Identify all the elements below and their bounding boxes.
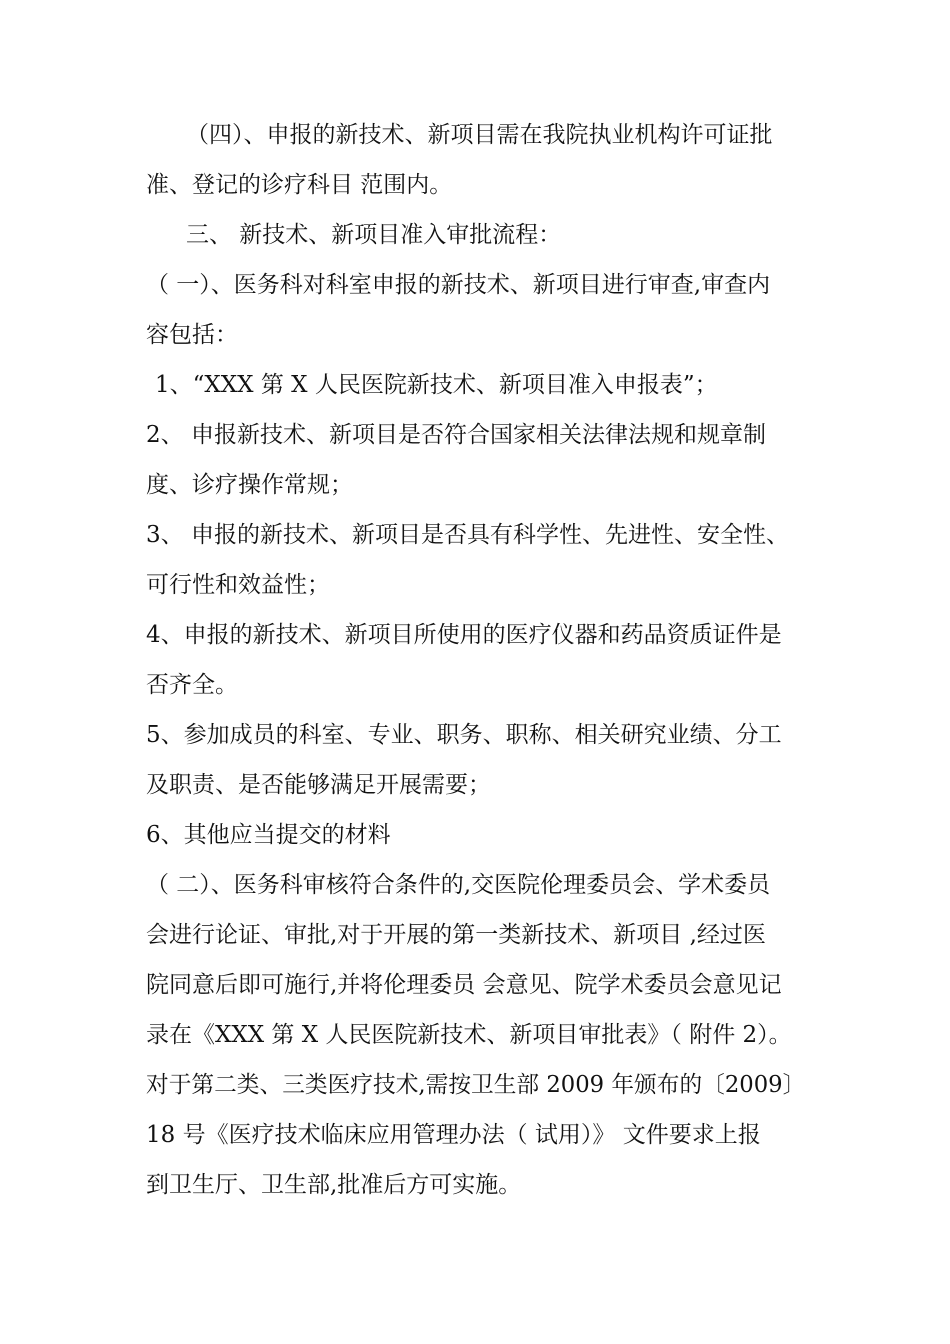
text-line: 18 号《医疗技术临床应用管理办法（ 试用）》 文件要求上报 (146, 1122, 761, 1148)
text-line: 录在《XXX 第 X 人民医院新技术、新项目审批表》（ 附件 2）。 (146, 1022, 792, 1048)
text-line: 容包括： (146, 322, 238, 348)
text-line: （ 一）、医务科对科室申报的新技术、新项目进行审查,审查内 (146, 272, 771, 298)
text-line: 可行性和效益性； (146, 572, 330, 598)
text-line: 会进行论证、审批,对于开展的第一类新技术、新项目 ,经过医 (146, 922, 766, 948)
text-line: 对于第二类、三类医疗技术,需按卫生部 2009 年颁布的〔2009〕 (146, 1072, 806, 1098)
list-item: 2、 申报新技术、新项目是否符合国家相关法律法规和规章制 (146, 422, 766, 448)
list-item: 3、 申报的新技术、新项目是否具有科学性、先进性、安全性、 (146, 522, 789, 548)
text-line: 准、登记的诊疗科目 范围内。 (146, 172, 453, 198)
list-item: 5、参加成员的科室、专业、职务、职称、相关研究业绩、分工 (146, 722, 782, 748)
section-heading: 三、 新技术、新项目准入审批流程： (186, 222, 562, 248)
text-line: 度、诊疗操作常规； (146, 472, 353, 498)
list-item: 4、申报的新技术、新项目所使用的医疗仪器和药品资质证件是 (146, 622, 782, 648)
text-line: （四）、申报的新技术、新项目需在我院执业机构许可证批 (186, 122, 773, 148)
text-line: 否齐全。 (146, 672, 238, 698)
text-line: （ 二）、医务科审核符合条件的,交医院伦理委员会、学术委员 (146, 872, 771, 898)
text-line: 院同意后即可施行,并将伦理委员 会意见、院学术委员会意见记 (146, 972, 782, 998)
list-item: 1、“XXX 第 X 人民医院新技术、新项目准入申报表”； (155, 372, 718, 398)
list-item: 6、其他应当提交的材料 (146, 822, 391, 848)
text-line: 及职责、是否能够满足开展需要； (146, 772, 491, 798)
text-line: 到卫生厅、卫生部,批准后方可实施。 (146, 1172, 522, 1198)
